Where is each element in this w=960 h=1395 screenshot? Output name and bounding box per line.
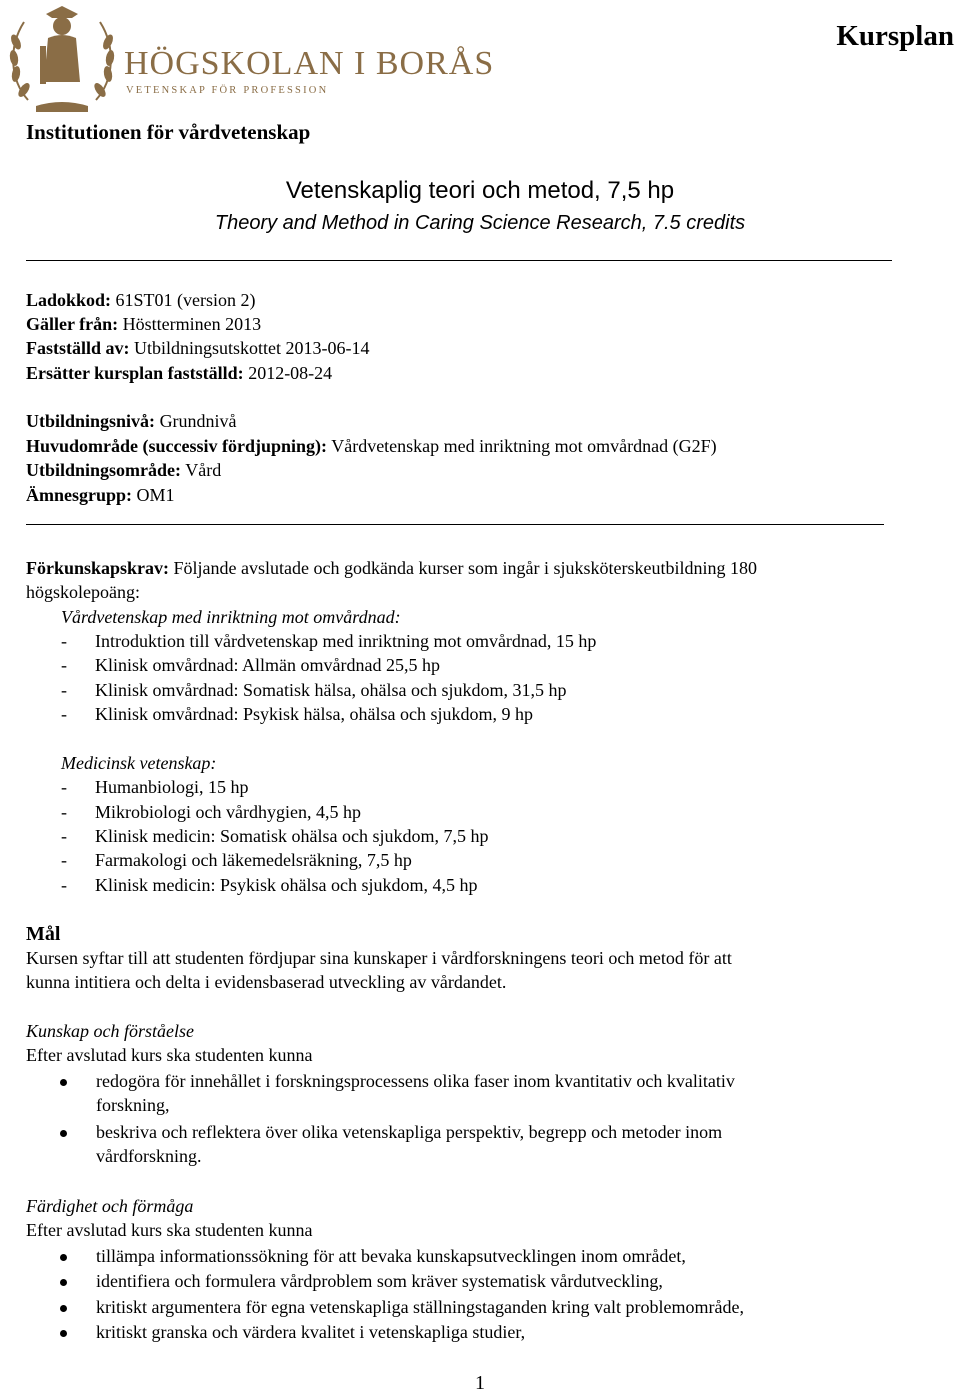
bullet-item: identifiera och formulera vårdproblem som kräver systematisk vårdutveckling, — [60, 1269, 880, 1293]
bullet-icon — [60, 1330, 67, 1337]
prerequisites-text: Förkunskapskrav: Följande avslutade och godkända kurser som ingår i sjuksköterskeutbildning 180 — [26, 558, 757, 578]
meta-utbildningsomrade: Utbildningsområde: Vård — [26, 460, 222, 480]
list-item: - Humanbiologi, 15 hp — [61, 777, 249, 797]
prerequisites-text-cont: högskolepoäng: — [26, 582, 140, 602]
meta-faststalld-av: Fastställd av: Utbildningsutskottet 2013-06-14 — [26, 338, 370, 358]
page-number: 1 — [475, 1372, 485, 1394]
meta-ladokkod: Ladokkod: 61ST01 (version 2) — [26, 290, 256, 310]
list-item: - Klinisk medicin: Somatisk ohälsa och sjukdom, 7,5 hp — [61, 826, 489, 846]
goals-intro: Kursen syftar till att studenten fördjupar sina kunskaper i vårdforskningens teori och metod för att — [26, 948, 732, 968]
list-item: - Klinisk omvårdnad: Allmän omvårdnad 25,5 hp — [61, 655, 440, 675]
bullet-icon — [60, 1254, 67, 1261]
meta-utbildningsniva: Utbildningsnivå: Grundnivå — [26, 411, 237, 431]
prereq-group-title: Vårdvetenskap med inriktning mot omvårdnad: — [61, 607, 401, 627]
bullet-item: beskriva och reflektera över olika vetenskapliga perspektiv, begrepp och metoder inom vårdforskning. — [60, 1120, 880, 1169]
bullet-icon — [60, 1130, 67, 1137]
crest-icon — [6, 2, 495, 122]
subsection-title: Kunskap och förståelse — [26, 1021, 194, 1041]
section-heading-mal: Mål — [26, 923, 61, 945]
bullet-item: redogöra för innehållet i forskningsprocessens olika faser inom kvantitativ och kvalitativ forskning, — [60, 1069, 880, 1118]
meta-amnesgrupp: Ämnesgrupp: OM1 — [26, 485, 175, 505]
meta-galler-fran: Gäller från: Höstterminen 2013 — [26, 314, 262, 334]
list-item: - Mikrobiologi och vårdhygien, 4,5 hp — [61, 802, 361, 822]
list-item: - Klinisk medicin: Psykisk ohälsa och sjukdom, 4,5 hp — [61, 875, 478, 895]
bullet-item: kritiskt argumentera för egna vetenskapliga ställningstaganden kring valt problemområde, — [60, 1295, 880, 1319]
subsection-lead: Efter avslutad kurs ska studenten kunna — [26, 1220, 313, 1240]
institution-name: Institutionen för vårdvetenskap — [26, 120, 311, 144]
bullet-icon — [60, 1279, 67, 1286]
svg-text:HÖGSKOLAN I BORÅS: HÖGSKOLAN I BORÅS — [124, 45, 495, 82]
bullet-item: tillämpa informationssökning för att bevaka kunskapsutvecklingen inom området, — [60, 1244, 880, 1268]
prereq-group-title: Medicinsk vetenskap: — [61, 753, 217, 773]
course-title: Vetenskaplig teori och metod, 7,5 hp — [285, 177, 675, 204]
list-item: - Introduktion till vårdvetenskap med inriktning mot omvårdnad, 15 hp — [61, 631, 597, 651]
list-item: - Farmakologi och läkemedelsräkning, 7,5 hp — [61, 850, 412, 870]
bullet-item: kritiskt granska och värdera kvalitet i vetenskapliga studier, — [60, 1320, 880, 1344]
subsection-lead: Efter avslutad kurs ska studenten kunna — [26, 1045, 313, 1065]
bullet-icon — [60, 1305, 67, 1312]
svg-text:VETENSKAP FÖR PROFESSION: VETENSKAP FÖR PROFESSION — [126, 85, 329, 96]
meta-huvudomrade: Huvudområde (successiv fördjupning): Vårdvetenskap med inriktning mot omvårdnad (G2F) — [26, 436, 717, 456]
list-item: - Klinisk omvårdnad: Somatisk hälsa, ohälsa och sjukdom, 31,5 hp — [61, 680, 567, 700]
divider — [26, 524, 884, 525]
document-type: Kursplan — [836, 20, 954, 52]
course-title-english: Theory and Method in Caring Science Research, 7.5 credits — [214, 212, 746, 234]
subsection-title: Färdighet och förmåga — [26, 1196, 194, 1216]
list-item: - Klinisk omvårdnad: Psykisk hälsa, ohälsa och sjukdom, 9 hp — [61, 704, 533, 724]
goals-intro-cont: kunna intitiera och delta i evidensbaserad utveckling av vårdandet. — [26, 972, 507, 992]
divider — [26, 260, 892, 261]
meta-ersatter: Ersätter kursplan fastställd: 2012-08-24 — [26, 363, 333, 383]
university-logo — [6, 2, 495, 122]
bullet-icon — [60, 1079, 67, 1086]
